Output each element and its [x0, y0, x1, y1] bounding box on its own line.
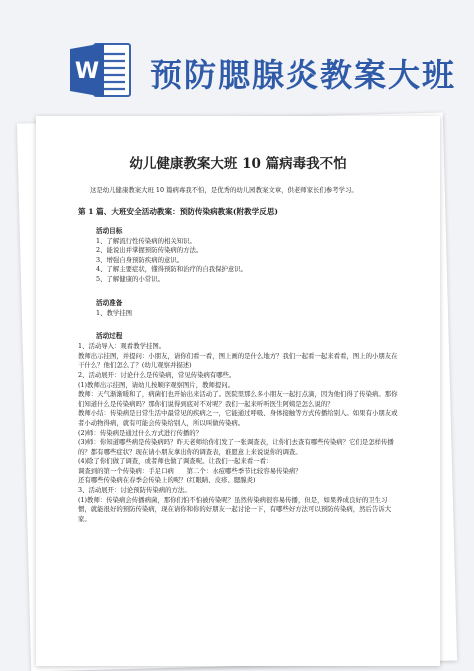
banner-title: 预防腮腺炎教案大班 [150, 56, 457, 94]
process-heading: 活动过程 [96, 332, 123, 341]
section-title: 第 1 篇、大班安全活动教案：预防传染病教案(附教学反思) [78, 206, 279, 216]
process-paragraph: 调查到的第一个传染病：手足口病 第二个：水痘哪些季节比较容易传染病？ [78, 466, 302, 475]
goal-item: 4、了解主要症状，懂得预防和治疗的自我保护意识。 [96, 265, 248, 274]
process-paragraph: (1)教师出示挂图，请幼儿按顺序观察图片，教师提问。 [78, 380, 235, 389]
process-paragraph: 1、活动导入：观看教学挂图。 [78, 342, 166, 351]
goals-heading: 活动目标 [96, 226, 123, 235]
banner [0, 0, 474, 120]
goal-item: 2、能说出并掌握预防传染病的方法。 [96, 246, 203, 255]
prep-heading: 活动准备 [96, 298, 123, 307]
process-paragraph: 教师：天气渐渐暖和了，病菌们也开始出来活动了。医院里那么多小朋友一起打点滴，因为他们得了传染病。那你们知道什么是传染病吗？那你们说得到底对不对呢？我们一起来听听医生阿姨是怎么说的？ [78, 390, 398, 408]
process-paragraph: (1)教师：传染病会传播病菌，那你们怕不怕被传染呢？虽然传染病很容易传播，但是，如果养成良好的卫生习惯，就能很好的预防传染病，现在请你和你的好朋友一起讨论一下，有哪些好方法可以预防传染病，然后告诉大家。 [78, 495, 392, 523]
process-paragraph: 教师小结：传染病是日常生活中最常见的疾病之一，它能通过呼吸、身体接触等方式传播给别人。如果有小朋友或者小动物得病，就有可能会传染给别人，所以叫做传染病。 [78, 409, 398, 427]
process-paragraph: 3、活动展开：讨论预防传染病的方法。 [78, 486, 191, 495]
word-letter: W [74, 59, 100, 84]
word-document-icon [70, 42, 132, 98]
process-paragraph: (3)师：你知道哪些病是传染病吗？昨天老师给你们发了一张调查表，让你们去查有哪些传染病？它们是怎样传播的？都有哪些症状？现在请小朋友拿出你的调查表，谁愿意上来说说你的调查。 [78, 438, 394, 456]
goal-item: 5、了解健康的小常识。 [96, 274, 164, 283]
process-paragraph: (2)师：传染病是通过什么方式进行传播的？ [78, 428, 203, 437]
document-title: 幼儿健康教案大班 10 篇病毒我不怕 [129, 156, 347, 172]
process-paragraph: 教师出示挂图，并提问：小朋友，请你们看一看，图上画的是什么地方？我们一起看一起来看看，图上的小朋友在干什么？他们怎么了？(幼儿观察并描述) [78, 351, 398, 370]
process-paragraph: (4)除了你们做了调查，或者师也做了调查呢。让我们一起来看一看： [78, 457, 273, 466]
goal-item: 1、了解流行性传染病的相关知识。 [96, 236, 196, 245]
document-page[interactable] [36, 116, 440, 666]
process-paragraph: 还有哪些传染病在春季会传染上的呢？(红眼睛、皮疹、腮腺炎) [78, 476, 256, 485]
goal-item: 3、增强自身预防疾病的意识。 [96, 255, 184, 264]
prep-item: 1、教学挂图 [96, 308, 133, 317]
document-content [78, 152, 398, 524]
intro-paragraph: 这是幼儿健康教案大班 10 篇病毒我不怕，是优秀的幼儿园教案文章，供老师家长们参考学习。 [90, 186, 358, 194]
process-paragraph: 2、活动展开：讨论什么是传染病，常见传染病有哪些。 [78, 370, 236, 379]
